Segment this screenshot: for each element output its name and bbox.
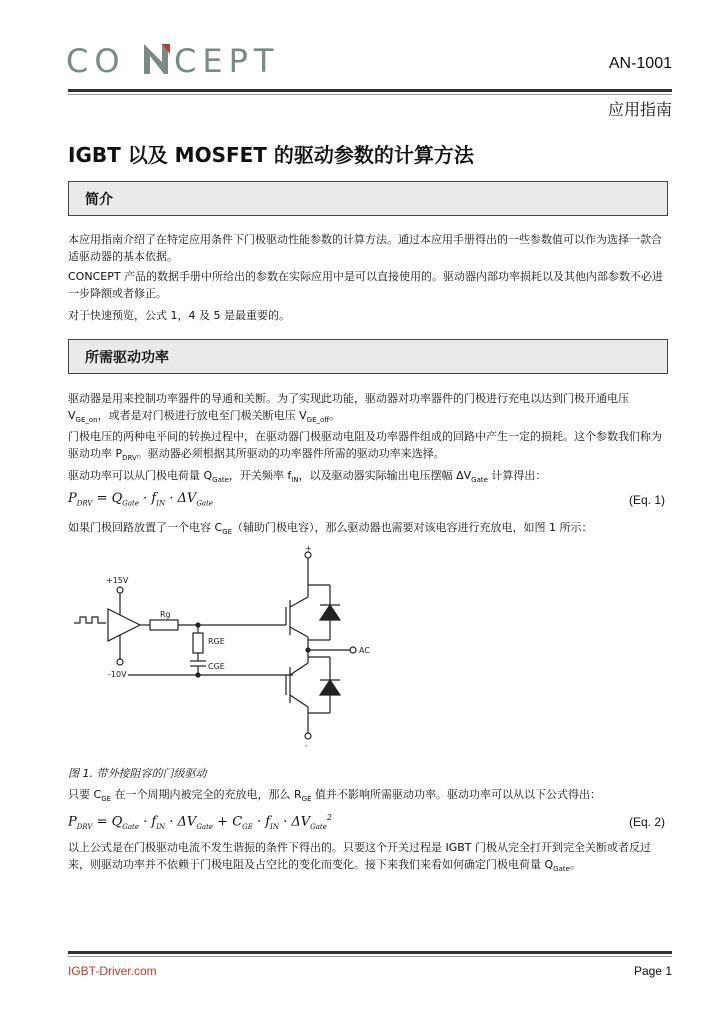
intro-paragraph-1: 本应用指南介绍了在特定应用条件下门极驱动性能参数的计算方法。通过本应用手册得出的一些参数值可以作为选择一款合适驱动器的基本依据。 — [68, 233, 662, 263]
footer-rule — [68, 951, 672, 954]
section-heading-text: 简介 — [85, 192, 113, 208]
section-heading-drive-power — [68, 339, 668, 374]
page-title: IGBT 以及 MOSFET 的驱动参数的计算方法 — [68, 143, 474, 167]
label-minus-10v: -10V — [108, 670, 127, 679]
header-rule — [68, 89, 672, 92]
drive-power-paragraph-6: 以上公式是在门极驱动电流不发生谐振的条件下得出的。只要这个开关过程是 IGBT 门极从完全打开到完全关断或者反过来，则驱动功率并不依赖于门极电阻及占空比的变化而变化。接下来我们来看如何确定门极电荷量 $Q_{Gate}$。 — [68, 841, 652, 874]
svg-text:CEPT: CEPT — [174, 42, 280, 80]
footer-site-link[interactable]: IGBT-Driver.com — [68, 964, 157, 978]
page-number: Page 1 — [633, 964, 672, 978]
label-ac: AC — [359, 646, 370, 655]
label-plus: + — [305, 544, 312, 553]
svg-text:CO: CO — [66, 42, 126, 80]
label-plus-15v: +15V — [106, 576, 129, 585]
gate-drive-circuit-diagram — [68, 545, 388, 750]
drive-power-paragraph-3: 驱动功率可以从门极电荷量 $Q_{Gate}$，开关频率 $f_{IN}$，以及驱动器实际输出电压摆幅 $\Delta V_{Gate}$ 计算得出： — [68, 469, 547, 485]
document-id: AN-1001 — [608, 55, 672, 72]
intro-paragraph-2: CONCEPT 产品的数据手册中所给出的参数在实际应用中是可以直接使用的。驱动器内部功率损耗以及其他内部参数不必进一步降额或者修正。 — [68, 270, 664, 300]
drive-power-paragraph-2: 门极电压的两种电平间的转换过程中，在驱动器门极驱动电阻及功率器件组成的回路中产生一定的损耗。这个参数我们称为驱动功率 $P_{DRV}$。驱动器必须根据其所驱动的功率器件所需的驱动功率来选择。 — [68, 430, 662, 463]
concept-logo — [66, 40, 280, 80]
section-heading-intro — [68, 181, 668, 216]
label-cge: CGE — [208, 662, 225, 671]
drive-power-paragraph-5: 只要 $C_{GE}$ 在一个周期内被完全的充放电，那么 $R_{GE}$ 值并不影响所需驱动功率。驱动功率可以从以下公式得出： — [68, 788, 602, 804]
equation-2-number: (Eq. 2) — [628, 815, 665, 829]
footer-rule-thin — [68, 956, 672, 957]
drive-power-paragraph-1: 驱动器是用来控制功率器件的导通和关断。为了实现此功能，驱动器对功率器件的门极进行充电以达到门极开通电压 $V_{GE\_on}$，或者是对门极进行放电至门极关断电压 $V_{GE\_off}$。 — [68, 392, 629, 425]
equation-1: $P_{DRV} = Q_{Gate} \cdot f_{IN} \cdot \Delta V_{Gate}$ (Eq. 1) — [68, 491, 665, 508]
section-heading-text: 所需驱动功率 — [85, 350, 169, 366]
equation-1-number: (Eq. 1) — [628, 493, 665, 507]
intro-paragraph-3: 对于快速预览，公式 1，4 及 5 是最重要的。 — [68, 309, 290, 322]
label-rge: RGE — [208, 637, 225, 646]
equation-2: $P_{DRV} = Q_{Gate} \cdot f_{IN} \cdot \Delta V_{Gate} + C_{GE} \cdot f_{IN} \cdot \Delta V_{Gate}^2$ (Eq. 2) — [68, 813, 665, 831]
label-rg: Rg — [160, 610, 171, 619]
document-type: 应用指南 — [607, 100, 672, 119]
drive-power-paragraph-4: 如果门极回路放置了一个电容 $C_{GE}$（辅助门极电容），那么驱动器也需要对该电容进行充放电，如图 1 所示： — [68, 521, 593, 537]
label-minus: - — [305, 741, 308, 750]
figure-caption: 图 1. 带外接阻容的门级驱动 — [68, 767, 207, 780]
header-rule-thin — [68, 94, 672, 95]
